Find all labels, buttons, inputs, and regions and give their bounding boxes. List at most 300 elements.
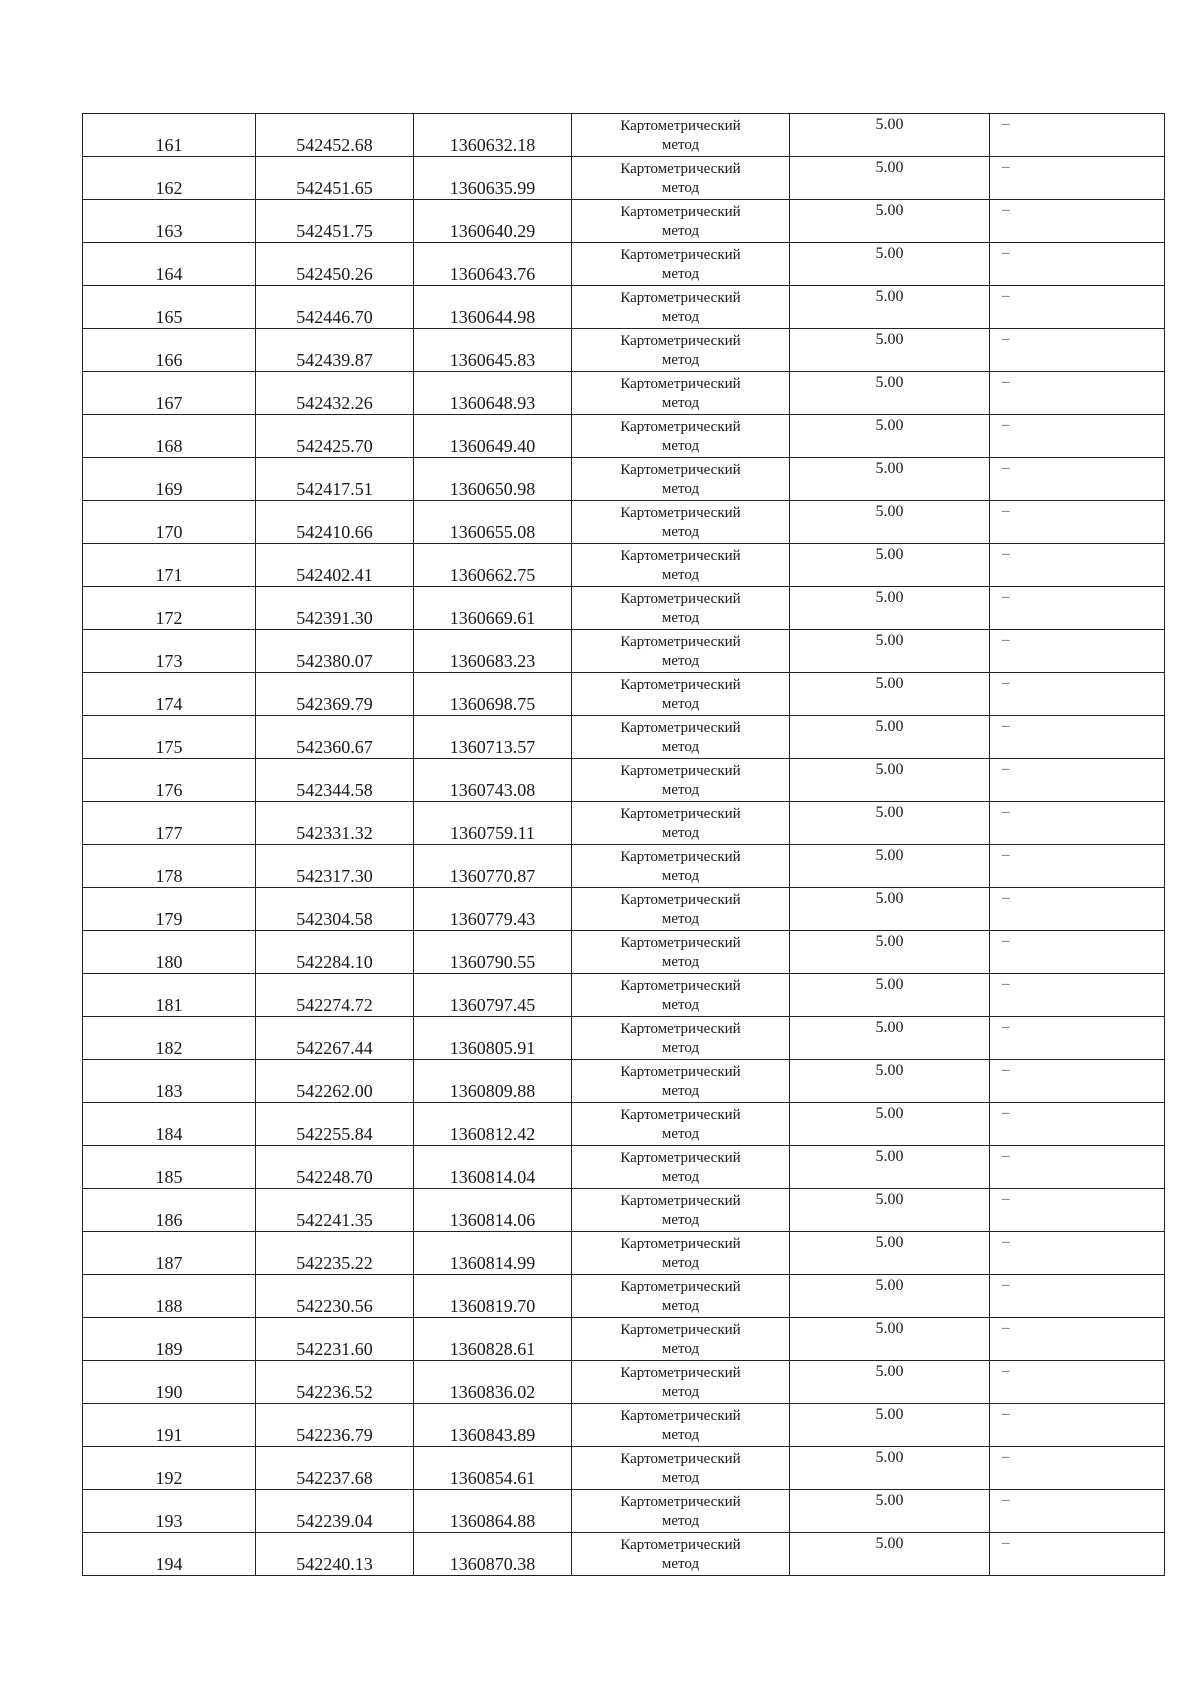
table-row <box>83 544 1165 587</box>
accuracy-value: 5.00 <box>875 546 904 563</box>
method-line-1: Картометрический <box>620 591 741 607</box>
accuracy-value: 5.00 <box>875 1277 904 1294</box>
method-line-1: Картометрический <box>620 935 741 951</box>
table-row <box>83 243 1165 286</box>
description-value: – <box>1002 1062 1010 1078</box>
accuracy-value: 5.00 <box>875 847 904 864</box>
point-number: 183 <box>155 1081 183 1101</box>
description-value: – <box>1002 933 1010 949</box>
accuracy-cell <box>790 673 990 716</box>
method-line-1: Картометрический <box>620 1494 741 1510</box>
point-number-cell <box>83 501 256 544</box>
description-value: – <box>1002 116 1010 132</box>
method-line-2: метод <box>661 1169 700 1185</box>
accuracy-cell <box>790 1533 990 1576</box>
y-coordinate-cell <box>414 1404 572 1447</box>
description-cell <box>990 716 1165 759</box>
method-line-1: Картометрический <box>620 1322 741 1338</box>
accuracy-cell <box>790 329 990 372</box>
x-coordinate-cell <box>256 415 414 458</box>
method-line-2: метод <box>661 1255 700 1271</box>
description-cell <box>990 1533 1165 1576</box>
point-number: 181 <box>155 995 183 1015</box>
description-value: – <box>1002 632 1010 648</box>
method-line-1: Картометрический <box>620 1537 741 1553</box>
description-cell <box>990 1146 1165 1189</box>
accuracy-cell <box>790 114 990 157</box>
method-line-1: Картометрический <box>620 247 741 263</box>
y-coordinate-cell <box>414 716 572 759</box>
method-cell <box>572 1361 790 1404</box>
table-row <box>83 802 1165 845</box>
y-coordinate: 1360635.99 <box>449 178 536 198</box>
x-coordinate: 542274.72 <box>296 995 373 1015</box>
point-number-cell <box>83 1017 256 1060</box>
method-line-2: метод <box>661 1298 700 1314</box>
x-coordinate-cell <box>256 630 414 673</box>
y-coordinate: 1360854.61 <box>449 1468 536 1488</box>
method-line-2: метод <box>661 1126 700 1142</box>
method-line-1: Картометрический <box>620 978 741 994</box>
point-number-cell <box>83 1060 256 1103</box>
table-row <box>83 845 1165 888</box>
accuracy-cell <box>790 1275 990 1318</box>
x-coordinate-cell <box>256 974 414 1017</box>
x-coordinate-cell <box>256 888 414 931</box>
point-number-cell <box>83 1404 256 1447</box>
description-value: – <box>1002 503 1010 519</box>
y-coordinate: 1360812.42 <box>449 1124 536 1144</box>
method-cell <box>572 931 790 974</box>
table-row <box>83 1447 1165 1490</box>
accuracy-cell <box>790 587 990 630</box>
y-coordinate-cell <box>414 974 572 1017</box>
y-coordinate-cell <box>414 157 572 200</box>
y-coordinate-cell <box>414 1189 572 1232</box>
description-value: – <box>1002 159 1010 175</box>
y-coordinate-cell <box>414 415 572 458</box>
description-cell <box>990 1232 1165 1275</box>
description-cell <box>990 845 1165 888</box>
point-number-cell <box>83 157 256 200</box>
accuracy-value: 5.00 <box>875 1406 904 1423</box>
description-value: – <box>1002 331 1010 347</box>
point-number: 189 <box>155 1339 183 1359</box>
method-line-1: Картометрический <box>620 1279 741 1295</box>
accuracy-value: 5.00 <box>875 1191 904 1208</box>
method-line-2: метод <box>661 911 700 927</box>
method-line-2: метод <box>661 266 700 282</box>
description-cell <box>990 1275 1165 1318</box>
method-cell <box>572 243 790 286</box>
method-cell <box>572 329 790 372</box>
point-number-cell <box>83 587 256 630</box>
method-line-2: метод <box>661 438 700 454</box>
y-coordinate-cell <box>414 888 572 931</box>
y-coordinate-cell <box>414 114 572 157</box>
description-value: – <box>1002 1449 1010 1465</box>
description-value: – <box>1002 546 1010 562</box>
description-value: – <box>1002 761 1010 777</box>
accuracy-cell <box>790 286 990 329</box>
description-cell <box>990 114 1165 157</box>
y-coordinate-cell <box>414 1490 572 1533</box>
method-line-1: Картометрический <box>620 1193 741 1209</box>
description-value: – <box>1002 1535 1010 1551</box>
description-value: – <box>1002 417 1010 433</box>
accuracy-cell <box>790 458 990 501</box>
y-coordinate-cell <box>414 845 572 888</box>
point-number-cell <box>83 1275 256 1318</box>
point-number-cell <box>83 974 256 1017</box>
method-cell <box>572 114 790 157</box>
point-number-cell <box>83 802 256 845</box>
y-coordinate: 1360809.88 <box>449 1081 536 1101</box>
description-value: – <box>1002 1363 1010 1379</box>
x-coordinate-cell <box>256 1017 414 1060</box>
accuracy-cell <box>790 157 990 200</box>
method-line-2: метод <box>661 868 700 884</box>
y-coordinate: 1360713.57 <box>449 737 536 757</box>
description-value: – <box>1002 890 1010 906</box>
method-cell <box>572 1017 790 1060</box>
y-coordinate: 1360655.08 <box>449 522 536 542</box>
table-row <box>83 114 1165 157</box>
x-coordinate: 542241.35 <box>296 1210 373 1230</box>
x-coordinate: 542267.44 <box>296 1038 373 1058</box>
x-coordinate: 542452.68 <box>296 135 373 155</box>
description-cell <box>990 1189 1165 1232</box>
table-row <box>83 931 1165 974</box>
x-coordinate-cell <box>256 1447 414 1490</box>
method-cell <box>572 888 790 931</box>
method-line-2: метод <box>661 481 700 497</box>
method-cell <box>572 415 790 458</box>
table-row <box>83 1533 1165 1576</box>
x-coordinate-cell <box>256 501 414 544</box>
x-coordinate-cell <box>256 587 414 630</box>
accuracy-value: 5.00 <box>875 1105 904 1122</box>
description-cell <box>990 544 1165 587</box>
description-value: – <box>1002 976 1010 992</box>
y-coordinate: 1360814.99 <box>449 1253 536 1273</box>
table-row <box>83 372 1165 415</box>
x-coordinate-cell <box>256 1146 414 1189</box>
method-line-2: метод <box>661 696 700 712</box>
y-coordinate-cell <box>414 329 572 372</box>
y-coordinate-cell <box>414 286 572 329</box>
method-line-2: метод <box>661 610 700 626</box>
y-coordinate-cell <box>414 1232 572 1275</box>
point-number: 175 <box>155 737 183 757</box>
x-coordinate: 542239.04 <box>296 1511 373 1531</box>
x-coordinate-cell <box>256 931 414 974</box>
x-coordinate-cell <box>256 1318 414 1361</box>
description-cell <box>990 1017 1165 1060</box>
y-coordinate: 1360843.89 <box>449 1425 536 1445</box>
method-cell <box>572 1189 790 1232</box>
accuracy-cell <box>790 802 990 845</box>
accuracy-cell <box>790 1146 990 1189</box>
y-coordinate: 1360759.11 <box>450 823 535 843</box>
description-cell <box>990 974 1165 1017</box>
x-coordinate: 542417.51 <box>296 479 373 499</box>
method-line-1: Картометрический <box>620 376 741 392</box>
table-row <box>83 200 1165 243</box>
y-coordinate-cell <box>414 1318 572 1361</box>
description-value: – <box>1002 804 1010 820</box>
x-coordinate: 542402.41 <box>296 565 373 585</box>
table-row <box>83 1146 1165 1189</box>
x-coordinate-cell <box>256 1490 414 1533</box>
accuracy-value: 5.00 <box>875 1062 904 1079</box>
x-coordinate: 542240.13 <box>296 1554 373 1574</box>
method-cell <box>572 1533 790 1576</box>
table-row <box>83 1017 1165 1060</box>
point-number-cell <box>83 1533 256 1576</box>
method-cell <box>572 716 790 759</box>
method-line-1: Картометрический <box>620 763 741 779</box>
point-number-cell <box>83 888 256 931</box>
description-cell <box>990 243 1165 286</box>
y-coordinate-cell <box>414 1146 572 1189</box>
table-row <box>83 1232 1165 1275</box>
description-cell <box>990 1361 1165 1404</box>
point-number-cell <box>83 372 256 415</box>
table-body <box>83 114 1165 1576</box>
method-line-2: метод <box>661 395 700 411</box>
point-number: 177 <box>155 823 183 843</box>
method-cell <box>572 1490 790 1533</box>
point-number: 191 <box>155 1425 183 1445</box>
accuracy-value: 5.00 <box>875 116 904 133</box>
description-cell <box>990 931 1165 974</box>
point-number: 187 <box>155 1253 183 1273</box>
x-coordinate-cell <box>256 157 414 200</box>
method-line-1: Картометрический <box>620 1150 741 1166</box>
accuracy-value: 5.00 <box>875 331 904 348</box>
method-line-2: метод <box>661 954 700 970</box>
method-line-2: метод <box>661 567 700 583</box>
point-number: 165 <box>155 307 183 327</box>
description-value: – <box>1002 1148 1010 1164</box>
method-cell <box>572 630 790 673</box>
method-cell <box>572 286 790 329</box>
point-number-cell <box>83 1189 256 1232</box>
point-number: 179 <box>155 909 183 929</box>
description-value: – <box>1002 1019 1010 1035</box>
x-coordinate-cell <box>256 544 414 587</box>
x-coordinate: 542450.26 <box>296 264 373 284</box>
table-row <box>83 759 1165 802</box>
description-value: – <box>1002 202 1010 218</box>
method-line-1: Картометрический <box>620 333 741 349</box>
x-coordinate: 542317.30 <box>296 866 373 886</box>
point-number: 169 <box>155 479 183 499</box>
method-line-2: метод <box>661 309 700 325</box>
y-coordinate-cell <box>414 544 572 587</box>
description-value: – <box>1002 1277 1010 1293</box>
method-cell <box>572 157 790 200</box>
method-line-2: метод <box>661 1470 700 1486</box>
x-coordinate-cell <box>256 716 414 759</box>
description-cell <box>990 673 1165 716</box>
method-line-2: метод <box>661 1513 700 1529</box>
method-line-2: метод <box>661 1040 700 1056</box>
table-row <box>83 329 1165 372</box>
point-number: 193 <box>155 1511 183 1531</box>
method-line-2: метод <box>661 782 700 798</box>
y-coordinate-cell <box>414 587 572 630</box>
point-number: 190 <box>155 1382 183 1402</box>
point-number-cell <box>83 759 256 802</box>
point-number-cell <box>83 243 256 286</box>
method-line-1: Картометрический <box>620 1236 741 1252</box>
x-coordinate-cell <box>256 200 414 243</box>
method-line-1: Картометрический <box>620 1064 741 1080</box>
table-row <box>83 673 1165 716</box>
method-cell <box>572 1060 790 1103</box>
point-number: 184 <box>155 1124 183 1144</box>
y-coordinate-cell <box>414 1017 572 1060</box>
point-number: 185 <box>155 1167 183 1187</box>
method-line-2: метод <box>661 1212 700 1228</box>
point-number: 168 <box>155 436 183 456</box>
table-row <box>83 888 1165 931</box>
x-coordinate: 542304.58 <box>296 909 373 929</box>
point-number-cell <box>83 329 256 372</box>
method-line-1: Картометрический <box>620 161 741 177</box>
x-coordinate: 542380.07 <box>296 651 373 671</box>
x-coordinate-cell <box>256 1533 414 1576</box>
description-cell <box>990 802 1165 845</box>
y-coordinate: 1360814.06 <box>449 1210 536 1230</box>
method-cell <box>572 200 790 243</box>
description-cell <box>990 415 1165 458</box>
y-coordinate-cell <box>414 1533 572 1576</box>
x-coordinate: 542255.84 <box>296 1124 373 1144</box>
accuracy-value: 5.00 <box>875 1492 904 1509</box>
point-number-cell <box>83 1361 256 1404</box>
point-number: 164 <box>155 264 183 284</box>
method-cell <box>572 1318 790 1361</box>
accuracy-cell <box>790 845 990 888</box>
x-coordinate: 542360.67 <box>296 737 373 757</box>
y-coordinate: 1360698.75 <box>449 694 536 714</box>
description-value: – <box>1002 675 1010 691</box>
y-coordinate-cell <box>414 458 572 501</box>
y-coordinate-cell <box>414 1447 572 1490</box>
y-coordinate: 1360632.18 <box>449 135 536 155</box>
table-row <box>83 1318 1165 1361</box>
x-coordinate-cell <box>256 372 414 415</box>
accuracy-cell <box>790 974 990 1017</box>
table-row <box>83 501 1165 544</box>
y-coordinate-cell <box>414 1060 572 1103</box>
point-number: 178 <box>155 866 183 886</box>
accuracy-cell <box>790 888 990 931</box>
y-coordinate: 1360836.02 <box>449 1382 536 1402</box>
accuracy-cell <box>790 544 990 587</box>
method-line-1: Картометрический <box>620 118 741 134</box>
point-number: 176 <box>155 780 183 800</box>
point-number-cell <box>83 1447 256 1490</box>
point-number: 172 <box>155 608 183 628</box>
y-coordinate: 1360864.88 <box>449 1511 536 1531</box>
description-cell <box>990 1060 1165 1103</box>
method-line-2: метод <box>661 137 700 153</box>
table-row <box>83 157 1165 200</box>
method-line-1: Картометрический <box>620 1021 741 1037</box>
method-line-1: Картометрический <box>620 849 741 865</box>
accuracy-cell <box>790 931 990 974</box>
method-line-2: метод <box>661 653 700 669</box>
method-line-2: метод <box>661 997 700 1013</box>
method-cell <box>572 1232 790 1275</box>
table-row <box>83 1060 1165 1103</box>
accuracy-value: 5.00 <box>875 1535 904 1552</box>
point-number-cell <box>83 931 256 974</box>
description-value: – <box>1002 245 1010 261</box>
description-value: – <box>1002 288 1010 304</box>
x-coordinate: 542391.30 <box>296 608 373 628</box>
x-coordinate: 542237.68 <box>296 1468 373 1488</box>
description-value: – <box>1002 1105 1010 1121</box>
method-line-2: метод <box>661 739 700 755</box>
x-coordinate-cell <box>256 1404 414 1447</box>
description-cell <box>990 157 1165 200</box>
method-line-1: Картометрический <box>620 806 741 822</box>
description-value: – <box>1002 374 1010 390</box>
accuracy-value: 5.00 <box>875 976 904 993</box>
x-coordinate: 542439.87 <box>296 350 373 370</box>
point-number: 163 <box>155 221 183 241</box>
y-coordinate-cell <box>414 759 572 802</box>
y-coordinate: 1360819.70 <box>449 1296 536 1316</box>
table-row <box>83 630 1165 673</box>
accuracy-cell <box>790 1490 990 1533</box>
method-line-2: метод <box>661 223 700 239</box>
method-cell <box>572 1146 790 1189</box>
description-cell <box>990 1490 1165 1533</box>
method-cell <box>572 544 790 587</box>
method-line-1: Картометрический <box>620 1365 741 1381</box>
description-value: – <box>1002 718 1010 734</box>
table-row <box>83 1404 1165 1447</box>
method-line-1: Картометрический <box>620 204 741 220</box>
method-cell <box>572 587 790 630</box>
x-coordinate-cell <box>256 1103 414 1146</box>
description-value: – <box>1002 1492 1010 1508</box>
method-line-1: Картометрический <box>620 1451 741 1467</box>
accuracy-value: 5.00 <box>875 245 904 262</box>
description-cell <box>990 458 1165 501</box>
x-coordinate-cell <box>256 286 414 329</box>
x-coordinate-cell <box>256 1361 414 1404</box>
accuracy-cell <box>790 1060 990 1103</box>
point-number: 186 <box>155 1210 183 1230</box>
description-cell <box>990 329 1165 372</box>
x-coordinate-cell <box>256 458 414 501</box>
accuracy-value: 5.00 <box>875 675 904 692</box>
y-coordinate: 1360643.76 <box>449 264 536 284</box>
y-coordinate: 1360683.23 <box>449 651 536 671</box>
y-coordinate: 1360805.91 <box>449 1038 536 1058</box>
y-coordinate: 1360650.98 <box>449 479 536 499</box>
y-coordinate: 1360662.75 <box>449 565 536 585</box>
accuracy-value: 5.00 <box>875 288 904 305</box>
method-cell <box>572 372 790 415</box>
